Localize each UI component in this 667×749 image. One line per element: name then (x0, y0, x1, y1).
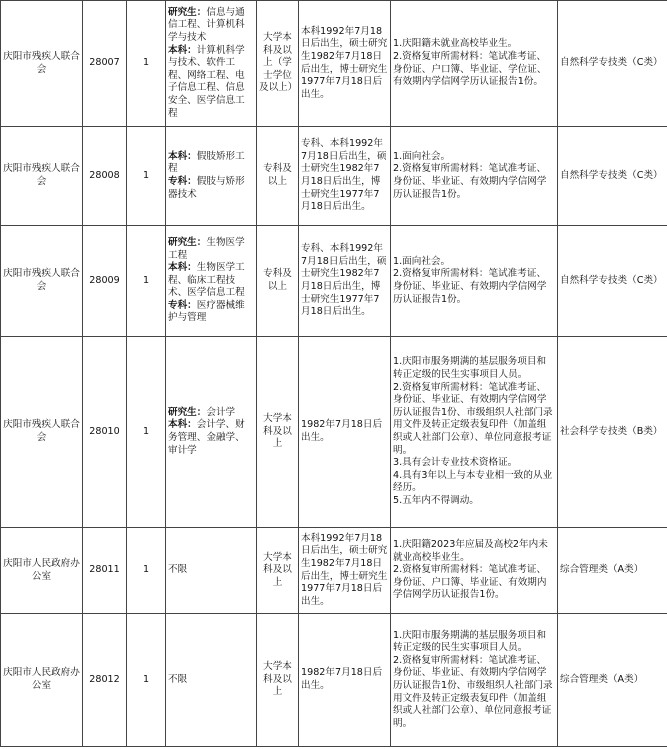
education-cell: 大学本科及以上 (257, 614, 299, 747)
age-requirement-cell: 本科1992年7月18日后出生，硕士研究生1982年7月18日后出生，博士研究生1977年7月18日后出生。 (299, 1, 391, 127)
table-row (1, 226, 667, 337)
condition-item: 1.面向社会。 (393, 150, 451, 162)
major-line: 专科：医疗器械维护与管理 (168, 299, 245, 324)
major-line: 本科：生物医学工程、临床工程技术、医学信息工程 (168, 262, 245, 299)
condition-item: 2.资格复审所需材料：笔试准考证、身份证、户口簿、毕业证、学位证、有效期内学信网学历认证报告1份。 (393, 50, 547, 88)
position-code-cell: 28012 (83, 614, 127, 747)
position-code-cell: 28010 (83, 337, 127, 528)
exam-category-cell: 社会科学专技类（B类） (558, 337, 667, 528)
exam-category-cell: 综合管理类（A类） (558, 528, 667, 614)
unit-cell: 庆阳市人民政府办公室 (1, 528, 83, 614)
major-cell (166, 1, 257, 127)
table-row (1, 614, 667, 747)
condition-item: 2.资格复审所需材料：笔试准考证、身份证、毕业证、有效期内学信网学历认证报告1份、市级组织人社部门录用文件及转正定级表复印件（加盖组织或人社部门公章）、单位同意报考证明。 (393, 381, 553, 456)
condition-item: 2.资格复审所需材料：笔试准考证、身份证、毕业证、有效期内学信网学历认证报告1份、市级组织人社部门录用文件及转正定级表复印件（加盖组织或人社部门公章）、单位同意报考证明。 (393, 654, 553, 729)
position-code-cell: 28011 (83, 528, 127, 614)
exam-category-cell: 综合管理类（A类） (558, 614, 667, 747)
position-code-cell: 28008 (83, 127, 127, 226)
exam-category-cell: 自然科学专技类（C类） (558, 1, 667, 127)
table-row (1, 528, 667, 614)
major-cell (166, 337, 257, 528)
conditions-cell (391, 226, 558, 337)
headcount-cell: 1 (127, 528, 166, 614)
education-cell: 专科及以上 (257, 226, 299, 337)
condition-item: 2.资格复审所需材料：笔试准考证、身份证、毕业证、有效期内学信网学历认证报告1份。 (393, 268, 547, 305)
condition-item: 3.具有会计专业技术资格证。 (393, 457, 518, 469)
condition-item: 2.资格复审所需材料：笔试准考证、身份证、毕业证、有效期内学信网学历认证报告1份。 (393, 163, 547, 200)
major-line: 研究生：会计学 (168, 406, 236, 418)
position-code-cell: 28009 (83, 226, 127, 337)
education-cell: 大学本科及以上 (257, 337, 299, 528)
unit-cell: 庆阳市人民政府办公室 (1, 614, 83, 747)
headcount-cell: 1 (127, 1, 166, 127)
age-requirement-cell: 1982年7月18日后出生。 (299, 614, 391, 747)
conditions-cell (391, 528, 558, 614)
unit-cell: 庆阳市残疾人联合会 (1, 127, 83, 226)
condition-item: 4.具有3年以上与本专业相一致的从业经历。 (393, 469, 553, 494)
education-cell: 大学本科及以上 (257, 528, 299, 614)
headcount-cell: 1 (127, 127, 166, 226)
headcount-cell: 1 (127, 226, 166, 337)
major-line: 研究生：信息与通信工程、计算机科学与技术 (168, 6, 245, 44)
major-cell (166, 226, 257, 337)
education-cell: 专科及以上 (257, 127, 299, 226)
condition-item: 1.庆阳市服务期满的基层服务项目和转正定级的民生实事项目人员。 (393, 356, 547, 381)
condition-item: 5.五年内不得调动。 (393, 494, 479, 506)
unit-cell: 庆阳市残疾人联合会 (1, 226, 83, 337)
condition-item: 1.庆阳籍2023年应届及高校2年内未就业高校毕业生。 (393, 539, 548, 563)
exam-category-cell: 自然科学专技类（C类） (558, 226, 667, 337)
major-line: 专科：假肢与矫形器技术 (168, 176, 245, 200)
unit-cell: 庆阳市残疾人联合会 (1, 337, 83, 528)
condition-item: 1.面向社会。 (393, 255, 451, 267)
major-cell: 不限 (166, 614, 257, 747)
conditions-cell (391, 614, 558, 747)
unit-cell: 庆阳市残疾人联合会 (1, 1, 83, 127)
exam-category-cell: 自然科学专技类（C类） (558, 127, 667, 226)
major-line: 研究生：生物医学工程 (168, 236, 245, 261)
table-row (1, 127, 667, 226)
conditions-cell (391, 1, 558, 127)
table-row (1, 1, 667, 127)
table-row (1, 337, 667, 528)
age-requirement-cell: 专科、本科1992年7月18日后出生，硕士研究生1982年7月18日后出生，博士研究生1977年7月18日后出生。 (299, 226, 391, 337)
headcount-cell: 1 (127, 337, 166, 528)
education-cell: 大学本科及以上（学士学位及以上） (257, 1, 299, 127)
major-line: 本科：假肢矫形工程 (168, 150, 245, 175)
condition-item: 1.庆阳籍未就业高校毕业生。 (393, 38, 518, 50)
major-cell: 不限 (166, 528, 257, 614)
age-requirement-cell: 专科、本科1992年7月18日后出生，硕士研究生1982年7月18日后出生，博士研究生1977年7月18日后出生。 (299, 127, 391, 226)
age-requirement-cell: 1982年7月18日后出生。 (299, 337, 391, 528)
condition-item: 1.庆阳市服务期满的基层服务项目和转正定级的民生实事项目人员。 (393, 629, 547, 654)
major-line: 本科：会计学、财务管理、金融学、审计学 (168, 419, 245, 456)
conditions-cell (391, 337, 558, 528)
headcount-cell: 1 (127, 614, 166, 747)
position-code-cell: 28007 (83, 1, 127, 127)
conditions-cell (391, 127, 558, 226)
age-requirement-cell: 本科1992年7月18日后出生，硕士研究生1982年7月18日后出生，博士研究生1977年7月18日后出生。 (299, 528, 391, 614)
major-line: 本科：计算机科学与技术、软件工程、网络工程、电子信息工程、信息安全、医学信息工程 (168, 44, 245, 119)
condition-item: 2.资格复审所需材料：笔试准考证、身份证、户口簿、毕业证、有效期内学信网学历认证报告1份。 (393, 564, 547, 601)
major-cell (166, 127, 257, 226)
